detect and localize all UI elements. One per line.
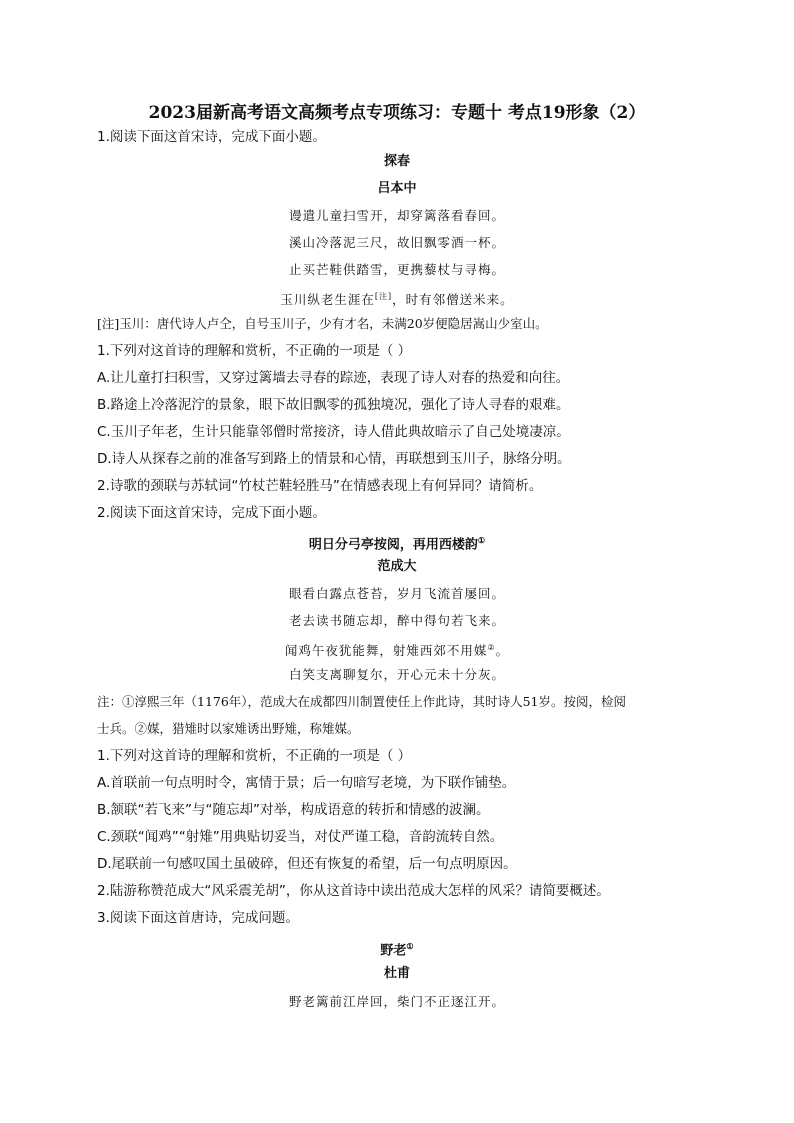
q1-poem-line-3: 止买芒鞋供踏雪，更携藜杖与寻梅。: [288, 262, 505, 277]
q1-poem-author: 吕本中: [377, 181, 417, 196]
q2-option-d: D.尾联前一句感叹国土虽破碎，但还有恢复的希望，后一句点明原因。: [97, 856, 517, 872]
q1-poem-line-2: 溪山冷落泥三尺，故旧飘零酒一杯。: [288, 235, 505, 250]
q2-poem-title: 明日分弓亭按阅，再用西楼韵①: [308, 535, 486, 553]
q3-poem-author: 杜甫: [383, 966, 410, 981]
q2-option-b: B.颔联“若飞来”与“随忘却”对举，构成语意的转折和情感的波澜。: [97, 802, 490, 818]
q2-option-a: A.首联前一句点明时令，寓情于景；后一句暗写老境，为下联作铺垫。: [97, 775, 516, 791]
page-title: 2023届新高考语文高频考点专项练习：专题十 考点19形象（2）: [148, 103, 646, 123]
q1-option-d: D.诗人从探春之前的准备写到路上的情景和心情，再联想到玉川子，脉络分明。: [97, 451, 571, 467]
q1-poem-line-1: 谩遣儿童扫雪开，却穿篱落看春回。: [288, 208, 505, 223]
q2-poem-line-2: 老去读书随忘却，醉中得句若飞来。: [288, 613, 505, 628]
q2-sub-question-2: 2.陆游称赞范成大“风采震羌胡”，你从这首诗中读出范成大怎样的风采？请简要概述。: [97, 883, 610, 899]
q2-poem-line-1: 眼看白露点苍苔，岁月飞流首屡回。: [288, 586, 505, 601]
q2-sub-question-1: 1.下列对这首诗的理解和赏析，不正确的一项是（ ）: [97, 748, 412, 764]
q1-option-c: C.玉川子年老，生计只能靠邻僧时常接济，诗人借此典故暗示了自己处境凄凉。: [97, 424, 570, 440]
q2-option-c: C.颈联“闻鸡”“射雉”用典贴切妥当，对仗严谨工稳，音韵流转自然。: [97, 829, 504, 845]
q2-poem-line-3: 闻鸡午夜犹能舞，射雉西郊不用媒②。: [284, 643, 510, 659]
q1-sub-question-1: 1.下列对这首诗的理解和赏析，不正确的一项是（ ）: [97, 343, 412, 359]
q3-intro: 3.阅读下面这首唐诗，完成问题。: [97, 910, 299, 926]
q1-option-b: B.路途上冷落泥泞的景象，眼下故旧飘零的孤独境况，强化了诗人寻春的艰难。: [97, 397, 570, 413]
q2-poem-line-4: 白笑支离聊复尔，开心元未十分灰。: [288, 667, 505, 682]
q1-note-marker: [注]: [374, 292, 393, 301]
q1-option-a: A.让儿童打扫积雪，又穿过篱墙去寻春的踪迹，表现了诗人对春的热爱和向往。: [97, 370, 570, 386]
q2-poem-author: 范成大: [377, 559, 417, 574]
q1-poem-line-4: 玉川纵老生涯在[注]，时有邻僧送米来。: [280, 292, 514, 308]
q1-note: [注]玉川：唐代诗人卢仝，自号玉川子，少有才名，未满20岁便隐居嵩山少室山。: [97, 316, 548, 331]
q2-note-line-2: 士兵。②媒，猎雉时以家雉诱出野雉，称雉媒。: [97, 721, 360, 736]
q2-note-line-1: 注：①淳熙三年（1176年），范成大在成都四川制置使任上作此诗，其时诗人51岁。按阅，检阅: [97, 694, 626, 709]
q3-poem-title: 野老①: [380, 941, 414, 959]
q2-intro: 2.阅读下面这首宋诗，完成下面小题。: [97, 505, 326, 521]
q1-poem-title: 探春: [383, 154, 410, 169]
q3-poem-line-1: 野老篱前江岸回，柴门不正逐江开。: [288, 994, 505, 1009]
q1-sub-question-2: 2.诗歌的颈联与苏轼词“竹杖芒鞋轻胜马”在情感表现上有何异同？请简析。: [97, 478, 543, 494]
q1-intro: 1.阅读下面这首宋诗，完成下面小题。: [97, 129, 326, 145]
